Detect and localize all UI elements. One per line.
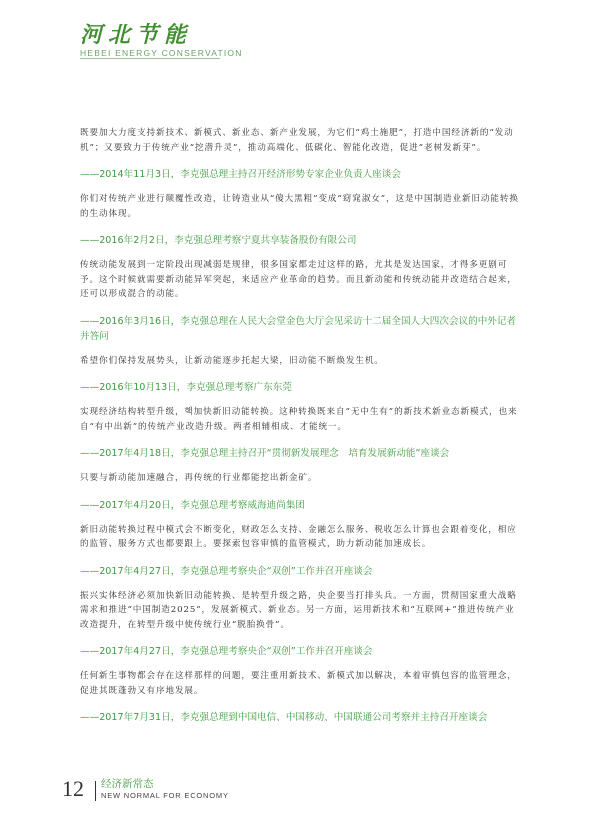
quote-paragraph: 既要加大力度支持新技术、新模式、新业态、新产业发展，为它们“鸡土施肥”，打造中国经济新的“发动机”；又要致力于传统产业“挖潜升灵”，推动高端化、低碳化、智能化改造，促进“老树发新芽”。 (80, 128, 514, 153)
quote-source: ——2017年4月27日，李克强总理考察央企“双创”工作并召开座谈会 (80, 565, 373, 577)
quote-source: ——2016年10月13日，李克强总理考察广东东莞 (80, 382, 292, 393)
quote-source: ——2014年11月3日，李克强总理主持召开经济形势专家企业负责人座谈会 (80, 169, 401, 180)
quote-source: ——2017年4月18日，李克强总理主持召开“贯彻新发展理念 培育发展新动能”座谈会 (80, 448, 450, 459)
page-footer (62, 776, 262, 806)
column-name: 经济新常态 (101, 778, 154, 790)
quote-source: ——2017年4月27日，李克强总理考察央企“双创”工作并召开座谈会 (80, 646, 373, 657)
header-divider (80, 58, 220, 59)
quote-paragraph: 实现经济结构转型升级，핵加快新旧动能转换。这种转换既来自“无中生有”的新技术新业态新模式，也来自“有中出新”的传统产业改造升级。两者相辅相成、才能统一。 (80, 407, 518, 432)
quote-paragraph: 任何新生事物都会存在这样那样的问题，要注重用新技术、新模式加以解决，本着审慎包容的监管理念，促进其既蓬勃又有序地发展。 (80, 671, 517, 696)
column-name-en: NEW NORMAL FOR ECONOMY (101, 791, 229, 800)
quote-paragraph: 振兴实体经济必须加快新旧动能转换、是转型升级之路，央企要当打排头兵。一方面，贯彻国家重大战略需求和推进“中国制造2025”，发展新模式、新业态。另一方面，运用新技术和“互联网+”推进传统产业改造提升，在转型升级中使传统行业“脱胎换骨”。 (80, 590, 517, 630)
page-header (80, 22, 243, 58)
quote-source: ——2016年2月2日，李克强总理考察宁夏共享装备股份有限公司 (80, 235, 357, 246)
footer-divider (95, 781, 96, 801)
magazine-subtitle: HEBEI ENERGY CONSERVATION (80, 48, 243, 58)
quote-paragraph: 只要与新动能加速融合，再传统的行业都能挖出新金矿。 (80, 473, 318, 483)
quote-paragraph: 你们对传统产业进行颠覆性改造，让铸造业从“傻大黑粗”变成“窈窕淑女”，这是中国制造业新旧动能转换的生动体现。 (80, 194, 519, 219)
magazine-title: 河北节能 (80, 22, 193, 48)
quote-source: ——2017年7月31日，李克强总理到中国电信、中国移动、中国联通公司考察并主持召开座谈会 (80, 712, 488, 723)
article-body (80, 126, 520, 735)
quote-paragraph: 传统动能发展到一定阶段出现减弱是规律，很多国家都走过这样的路，尤其是发达国家，才得多更剧可予。这个时候就需要新动能异军突起，来适应产业革命的趋势。而且新动能和传统动能并改造结合起来，还可以形成混合的动能。 (80, 260, 517, 299)
page-number: 12 (62, 776, 84, 801)
quote-source: ——2017年4月20日，李克强总理考察威海迪尚集团 (80, 499, 306, 511)
quote-paragraph: 新旧动能转换过程中模式会不断变化，财政怎么支持、金融怎么服务、税收怎么计算也会跟着变化，相应的监管、服务方式也都要跟上。要探索包容审慎的监管模式，助力新动能加速成长。 (80, 524, 517, 549)
quote-paragraph: 希望你们保持发展势头，让新动能逐步托起大梁，旧动能不断焕发生机。 (80, 355, 384, 366)
quote-source: ——2016年3月16日，李克强总理在人民大会堂金色大厅会见采访十二届全国人大四次会议的中外记者并答问 (80, 315, 517, 342)
